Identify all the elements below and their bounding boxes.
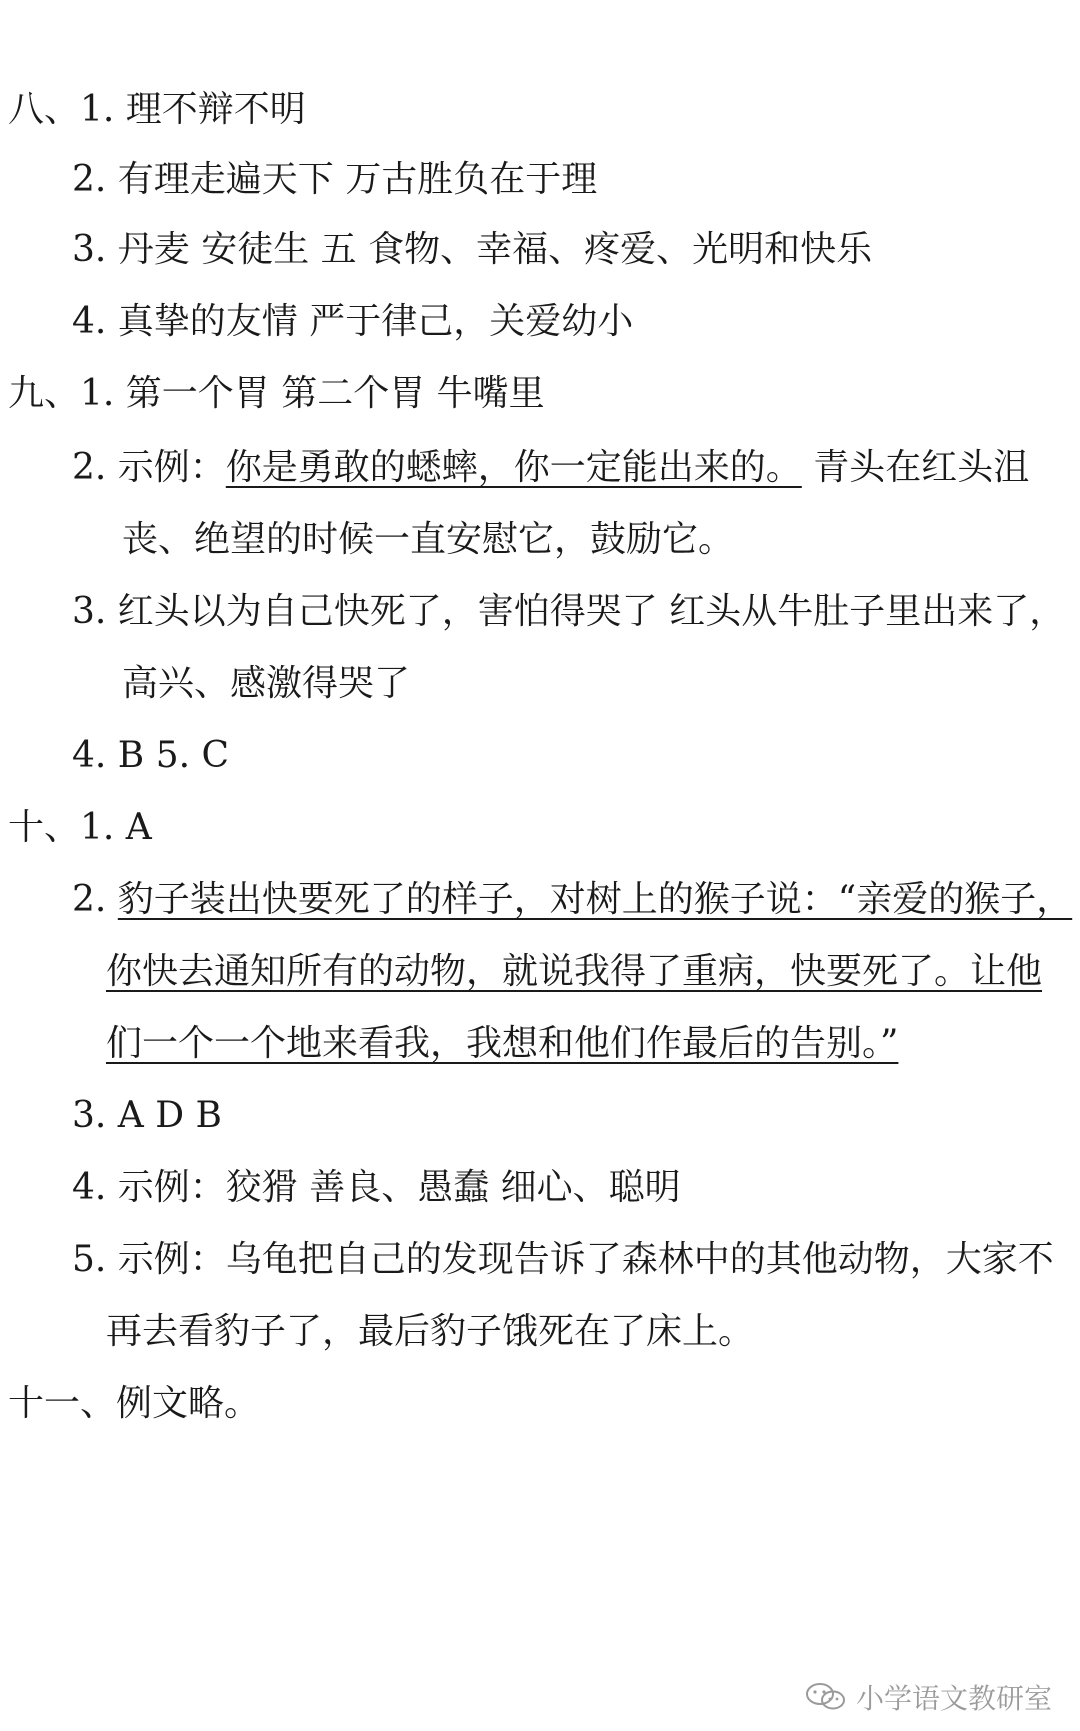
watermark-text: 小学语文教研室 <box>855 1682 1052 1715</box>
answer-9-2-suffix: 青头在红头沮 <box>801 447 1030 488</box>
answer-8-3: 3. 丹麦 安徒生 五 食物、幸福、疼爱、光明和快乐 <box>72 229 873 270</box>
answer-9-2 <box>72 446 1029 490</box>
answer-9-1: 九、1. 第一个胃 第二个胃 牛嘴里 <box>8 373 545 414</box>
answer-11: 十一、例文略。 <box>8 1383 261 1424</box>
answer-10-3: 3. A D B <box>72 1095 222 1136</box>
answer-10-4: 4. 示例：狡猾 善良、愚蠢 细心、聪明 <box>72 1167 681 1208</box>
answer-8-4: 4. 真挚的友情 严于律己，关爱幼小 <box>72 301 634 342</box>
answer-10-1: 十、1. A <box>8 807 152 848</box>
answer-10-5: 5. 示例：乌龟把自己的发现告诉了森林中的其他动物，大家不 <box>72 1239 1054 1280</box>
answer-8-2: 2. 有理走遍天下 万古胜负在于理 <box>72 159 598 200</box>
answer-9-2-cont: 丧、绝望的时候一直安慰它，鼓励它。 <box>122 519 735 560</box>
watermark <box>804 1677 1052 1717</box>
answer-10-2-cont-1: 你快去通知所有的动物，就说我得了重病，快要死了。让他 <box>106 951 1043 992</box>
answer-10-2-prefix: 2. <box>72 879 118 920</box>
wechat-icon <box>804 1681 848 1713</box>
answer-9-3-cont: 高兴、感激得哭了 <box>122 663 411 704</box>
answer-9-3: 3. 红头以为自己快死了，害怕得哭了 红头从牛肚子里出来了， <box>72 591 1066 632</box>
answer-9-2-prefix: 2. 示例： <box>72 447 226 488</box>
answer-9-4-5: 4. B 5. C <box>72 735 230 776</box>
answer-8-1: 八、1. 理不辩不明 <box>8 89 306 130</box>
answer-10-2-cont-2: 们一个一个地来看我，我想和他们作最后的告别。” <box>106 1023 899 1064</box>
answer-9-2-underlined: 你是勇敢的蟋蟀，你一定能出来的。 <box>225 447 802 488</box>
answer-10-2 <box>72 878 1072 922</box>
answer-10-5-cont: 再去看豹子了，最后豹子饿死在了床上。 <box>106 1311 755 1352</box>
answer-10-2-underlined: 豹子装出快要死了的样子，对树上的猴子说：“亲爱的猴子， <box>117 879 1073 920</box>
